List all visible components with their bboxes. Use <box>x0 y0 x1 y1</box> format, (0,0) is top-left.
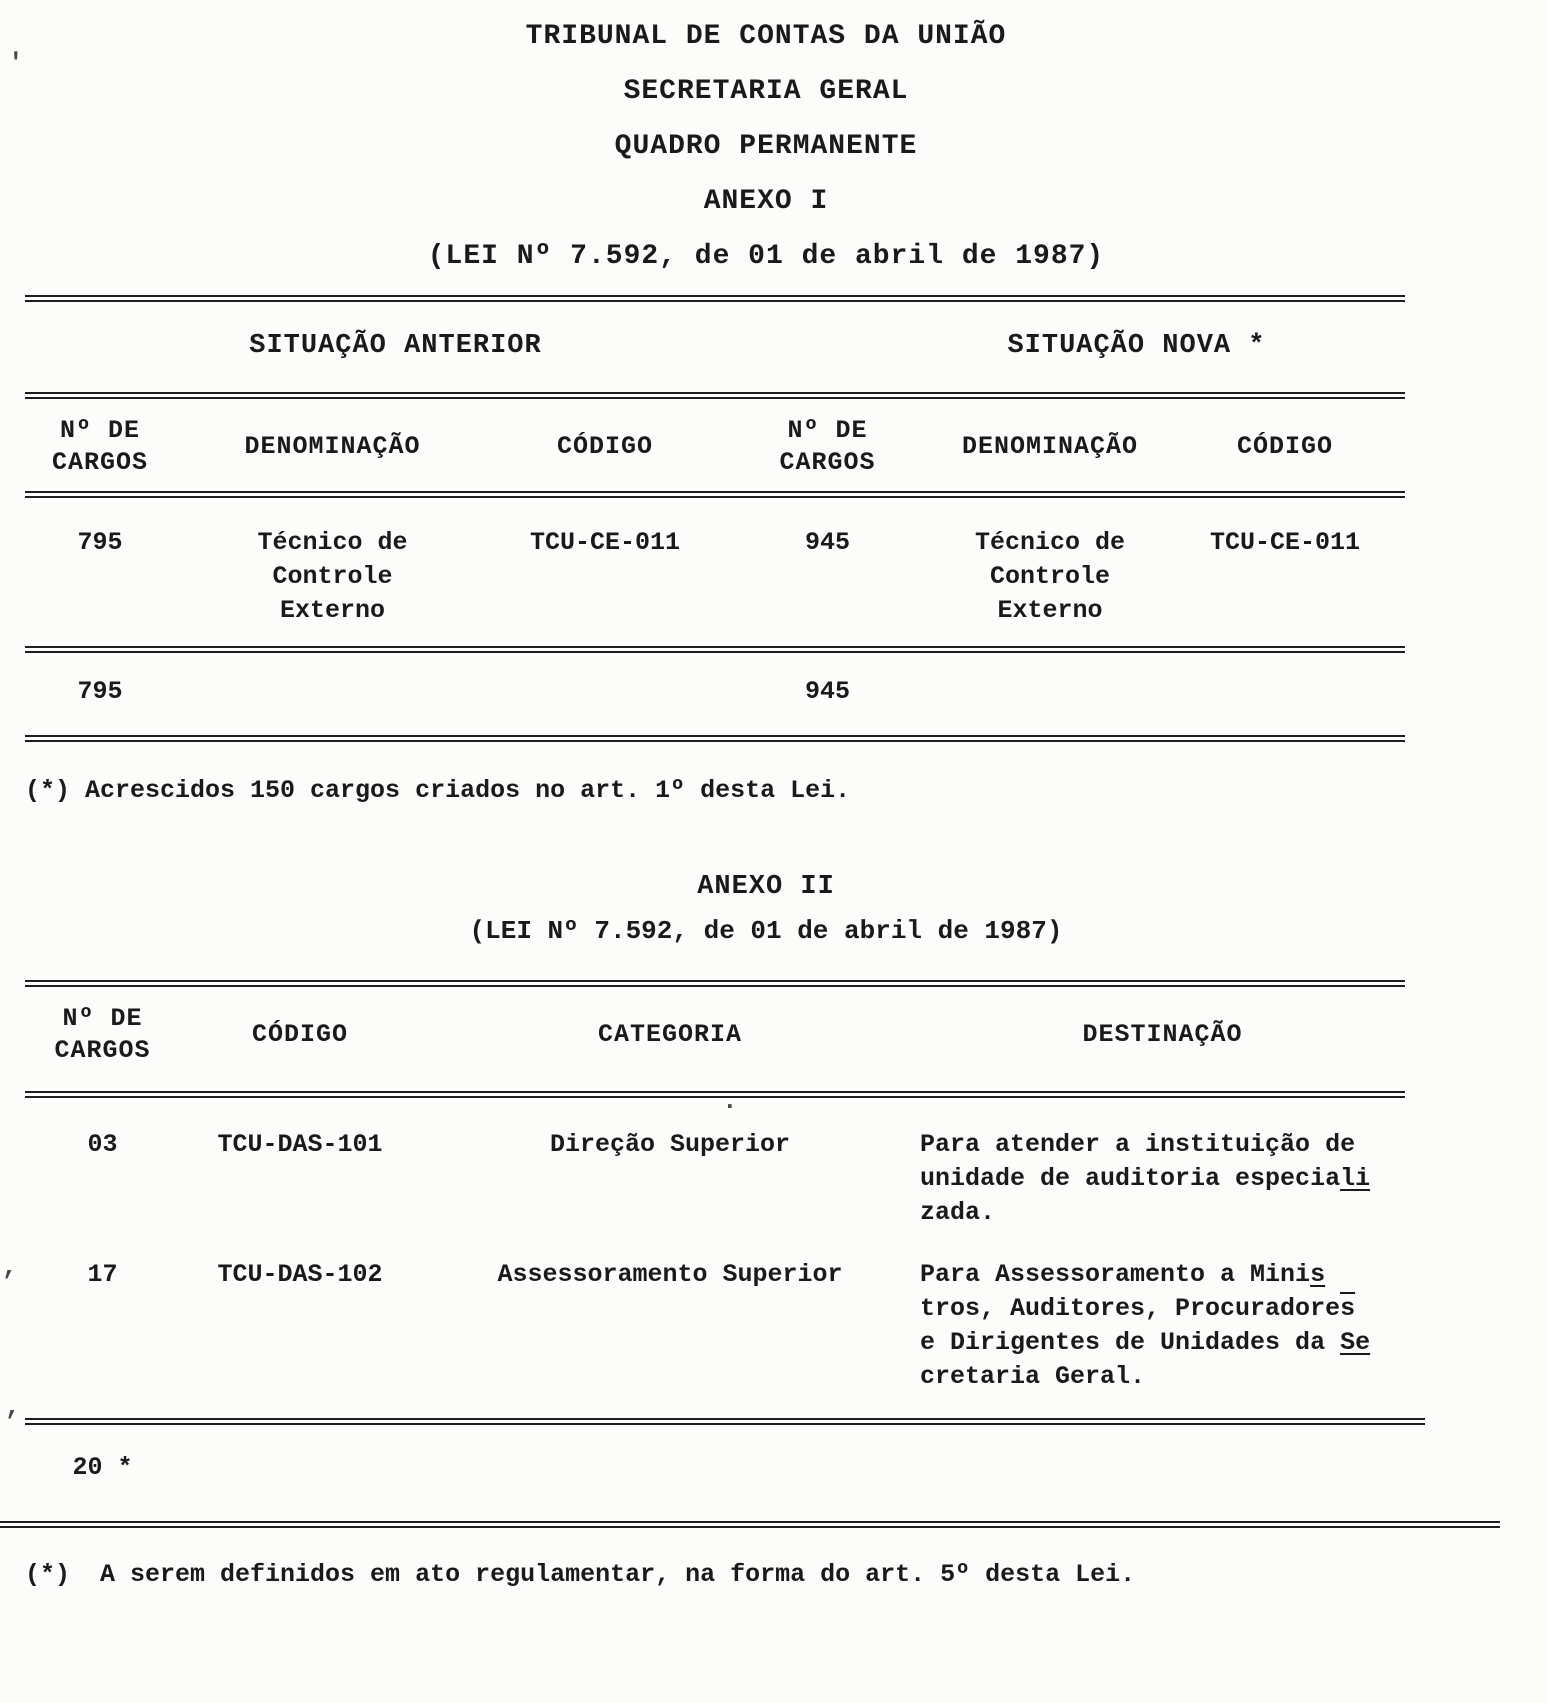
horizontal-rule <box>25 1418 1425 1425</box>
total-cargos: 20 * <box>72 1453 133 1482</box>
cell-cargos-nova: 945 <box>804 528 850 557</box>
scan-artifact: ' <box>8 48 24 78</box>
horizontal-rule <box>25 491 1405 498</box>
horizontal-rule <box>25 980 1405 987</box>
text-segment: Para Assessoramento a Mini <box>920 1260 1311 1289</box>
column-header-destinacao: DESTINAÇÃO <box>1082 1020 1243 1049</box>
cell-denominacao-anterior: Técnico de Controle Externo <box>257 528 408 625</box>
cell-codigo-nova: TCU-CE-011 <box>1209 528 1361 557</box>
anexo1-footnote: (*) Acrescidos 150 cargos criados no art. 1º desta Lei. <box>25 776 851 805</box>
anexo2-title: ANEXO II <box>697 872 835 902</box>
horizontal-rule <box>25 735 1405 742</box>
total-cargos-anterior: 795 <box>77 677 123 706</box>
document-header <box>25 20 1507 274</box>
column-header-cargos-nova: Nº DE CARGOS <box>779 416 876 477</box>
anexo2-totals-row <box>25 1451 1405 1485</box>
cell-codigo: TCU-DAS-101 <box>217 1130 383 1159</box>
anexo2-footnote: (*) A serem definidos em ato regulamentar, na forma do art. 5º desta Lei. <box>25 1560 1136 1589</box>
cell-codigo-anterior: TCU-CE-011 <box>529 528 681 557</box>
anexo1-totals-row <box>25 675 1405 709</box>
cell-cargos: 17 <box>87 1260 118 1289</box>
anexo2-table-header <box>25 1003 1405 1067</box>
column-header-codigo: CÓDIGO <box>251 1020 348 1049</box>
quadro-title: QUADRO PERMANENTE <box>614 131 918 162</box>
cell-cargos-anterior: 795 <box>77 528 123 557</box>
situacao-anterior-label: SITUAÇÃO ANTERIOR <box>249 331 542 361</box>
text-segment: cretaria Geral. <box>920 1362 1146 1391</box>
section-labels-row <box>25 328 1507 364</box>
dept-title: SECRETARIA GERAL <box>623 76 909 107</box>
text-segment: Para atender a instituição de <box>920 1130 1356 1159</box>
situacao-nova-label: SITUAÇÃO NOVA * <box>1007 331 1266 361</box>
cell-destinacao <box>920 1128 1405 1230</box>
cell-destinacao <box>920 1258 1405 1394</box>
text-segment: $\overline{s}$ <box>1340 1294 1356 1323</box>
destinacao-line <box>920 1292 1405 1326</box>
text-segment: e Dirigentes de Unidades da <box>920 1328 1341 1357</box>
horizontal-rule <box>0 1521 1500 1528</box>
horizontal-rule <box>25 295 1405 302</box>
text-segment: s <box>1310 1260 1326 1289</box>
cell-categoria: Assessoramento Superior <box>497 1260 843 1289</box>
text-segment: li <box>1340 1164 1371 1193</box>
horizontal-rule <box>25 1091 1405 1098</box>
scan-artifact: . <box>722 1086 738 1116</box>
scan-artifact: , <box>5 1392 21 1422</box>
anexo1-table-row <box>25 526 1405 628</box>
text-segment: Se <box>1340 1328 1371 1357</box>
scan-artifact: , <box>2 1252 18 1282</box>
cell-codigo: TCU-DAS-102 <box>217 1260 383 1289</box>
column-header-denominacao-nova: DENOMINAÇÃO <box>961 432 1139 461</box>
horizontal-rule <box>25 392 1405 399</box>
anexo2-table-row <box>25 1258 1405 1394</box>
destinacao-line <box>920 1258 1405 1292</box>
org-title: TRIBUNAL DE CONTAS DA UNIÃO <box>525 21 1007 52</box>
anexo2-law-reference: (LEI Nº 7.592, de 01 de abril de 1987) <box>469 916 1063 946</box>
destinacao-line <box>920 1196 1405 1230</box>
cell-categoria: Direção Superior <box>549 1130 791 1159</box>
destinacao-line <box>920 1360 1405 1394</box>
cell-cargos: 03 <box>87 1130 118 1159</box>
column-header-codigo-nova: CÓDIGO <box>1236 432 1333 461</box>
total-cargos-nova: 945 <box>804 677 850 706</box>
text-segment: zada. <box>920 1198 996 1227</box>
text-segment: tros, Auditores, Procuradore <box>920 1294 1341 1323</box>
anexo2-table-row <box>25 1128 1405 1230</box>
text-segment: unidade de auditoria especia <box>920 1164 1341 1193</box>
column-header-codigo-anterior: CÓDIGO <box>556 432 653 461</box>
cell-denominacao-nova: Técnico de Controle Externo <box>974 528 1126 625</box>
destinacao-line <box>920 1128 1405 1162</box>
anexo1-title: ANEXO I <box>703 186 829 217</box>
destinacao-line <box>920 1162 1405 1196</box>
destinacao-line <box>920 1326 1405 1360</box>
horizontal-rule <box>25 646 1405 653</box>
anexo1-table-header <box>25 415 1405 479</box>
column-header-cargos-anterior: Nº DE CARGOS <box>51 416 148 477</box>
law-reference: (LEI Nº 7.592, de 01 de abril de 1987) <box>427 241 1105 272</box>
column-header-denominacao-anterior: DENOMINAÇÃO <box>244 432 421 461</box>
column-header-categoria: CATEGORIA <box>597 1020 743 1049</box>
column-header-cargos: Nº DE CARGOS <box>54 1004 151 1065</box>
